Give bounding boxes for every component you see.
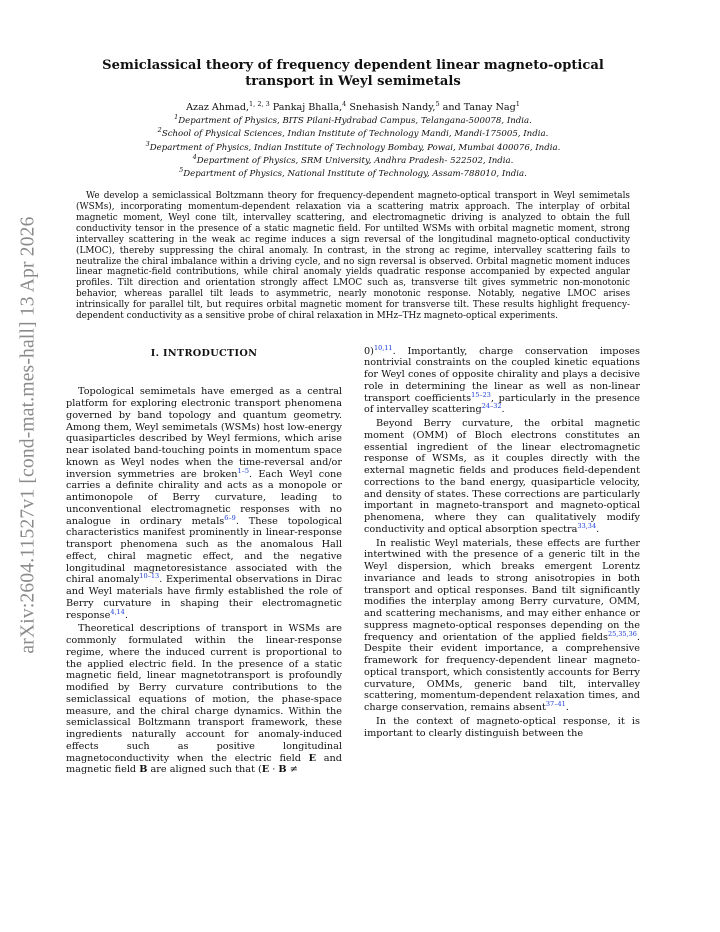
affiliation-text: Department of Physics, National Institute of Technology, Assam-788010, India. bbox=[183, 169, 527, 180]
affiliation-text: School of Physical Sciences, Indian Institute of Technology Mandi, Mandi-175005, India. bbox=[161, 129, 549, 140]
affiliation-text: Department of Physics, Indian Institute of Technology Bombay, Powai, Mumbai 400076, India. bbox=[149, 142, 561, 153]
citation-link[interactable]: 6–9 bbox=[224, 513, 236, 522]
citation-link[interactable]: 15–23 bbox=[471, 390, 491, 399]
citation-link[interactable]: 37–41 bbox=[545, 699, 566, 708]
author-name: Snehasish Nandy, bbox=[349, 102, 436, 113]
affiliation bbox=[66, 153, 640, 166]
body-paragraph: In realistic Weyl materials, these effects are further intertwined with the presence of a generic tilt in the Weyl dispersion, which breaks emergent Lorentz invariance and leads to strong anisotropies in both transport and optical responses. Band tilt significantly modifies the interplay among Berry curvature, OMM, and scattering mechanisms, and may either enhance or suppress magneto-optical responses depending on the frequency and orientation of the applied fields$^{25,35,36}$. Despite their evident importance, a comprehensive framework for frequency-dependent linear magneto-optical transport, which consistently accounts for Berry curvature, OMMs, generic band tilt, intervalley scattering, momentum-dependent relaxation times, and charge conservation, remains absent$^{37-41}$. bbox=[364, 537, 640, 714]
citation-link[interactable]: 4,14 bbox=[110, 607, 125, 616]
body-paragraph: Theoretical descriptions of transport in WSMs are commonly formulated within the linear-response regime, where the induced current is proportional to the applied electric field. In the presence of a static magnetic field, linear magnetotransport is profoundly modified by Berry curvature contributions to the semiclassical equations of motion, the phase-space measure, and the chiral charge dynamics. Within the semiclassical Boltzmann transport framework, these ingredients naturally account for anomaly-induced effects such as positive longitudinal magnetoconductivity when the electric field E and magnetic field B are aligned such that (E · B ≠ bbox=[66, 623, 343, 776]
arxiv-stamp-text: arXiv:2604.11527v1 [cond-mat.mes-hall] 13 Apr 2026 bbox=[18, 216, 39, 654]
affiliation-text: Department of Physics, BITS Pilani-Hydrabad Campus, Telangana-500078, India. bbox=[178, 116, 532, 126]
author-affiliation-mark: 4 bbox=[342, 99, 347, 108]
author-name: Pankaj Bhalla, bbox=[272, 102, 343, 113]
left-column bbox=[66, 346, 342, 779]
affiliation bbox=[66, 166, 640, 180]
affiliation-number: 2 bbox=[157, 126, 162, 135]
abstract: We develop a semiclassical Boltzmann theory for frequency-dependent magneto-optical transport in Weyl semimetals (WSMs), incorporating momentum-dependent relaxation via a scattering matrix approach. The interplay of orbital magnetic moment, Weyl cone tilt, intervalley scattering, and electromagnetic driving is analyzed to obtain the full conductivity tensor in the presence of a static magnetic field. For untilted WSMs with orbital magnetic moment, strong intervalley scattering in the weak ac regime induces a sign reversal of the longitudinal magneto-optical conductivity (LMOC), thereby suppressing the chiral anomaly. In contrast, in the strong ac regime, intervalley scattering fails to neutralize the chiral imbalance within a driving cycle, and no sign reversal is observed. Orbital magnetic moment induces linear magnetic-field contributions, while chiral anomaly yields quadratic response accompanied by expected angular profiles. Tilt direction and orientation strongly affect LMOC such as, transverse tilt gives symmetric non-monotonic behavior, whereas parallel tilt leads to asymmetric, nearly monotonic response. Notably, negative LMOC arises intrinsically for parallel tilt, but requires orbital magnetic moment for transverse tilt. These results highlight frequency-dependent conductivity as a sensitive probe of chiral relaxation in MHz–THz magneto-optical experiments. bbox=[76, 191, 630, 321]
citation-link[interactable]: 10,11 bbox=[373, 343, 393, 352]
citation-link[interactable]: 24–32 bbox=[481, 402, 502, 411]
citation-link[interactable]: 10–13 bbox=[139, 572, 160, 581]
vector-symbol: E bbox=[261, 764, 270, 776]
affiliation-number: 1 bbox=[174, 113, 179, 122]
affiliation-number: 5 bbox=[179, 166, 184, 175]
author-affiliation-mark: 5 bbox=[435, 99, 440, 108]
arxiv-identifier-stamp bbox=[14, 200, 44, 670]
paper-page bbox=[66, 58, 640, 778]
affiliation-number: 3 bbox=[145, 139, 150, 148]
author-name: Azaz Ahmad, bbox=[186, 102, 250, 113]
vector-symbol: E bbox=[308, 752, 317, 764]
author-name: and Tanay Nag bbox=[442, 102, 516, 113]
author-affiliation-mark: 1, 2, 3 bbox=[249, 99, 270, 108]
body-paragraph: Topological semimetals have emerged as a central platform for exploring electronic transport phenomena governed by band topology and quantum geometry. Among them, Weyl semimetals (WSMs) host low-energy quasiparticles described by Weyl fermions, which arise near isolated band-touching points in momentum space known as Weyl nodes when the time-reversal and/or inversion symmetries are broken$^{1-5}$. Each Weyl cone carries a definite chirality and acts as a monopole or antimonopole of Berry curvature, leading to unconventional electromagnetic responses with no analogue in ordinary metals$^{6-9}$. These topological characteristics manifest prominently in linear-response transport phenomena such as the anomalous Hall effect, chiral magnetic effect, and the negative longitudinal magnetoresistance associated with the chiral anomaly$^{10-13}$. Experimental observations in Dirac and Weyl materials have firmly established the role of Berry curvature in shaping their electromagnetic response$^{4,14}$. bbox=[66, 386, 343, 621]
affiliation bbox=[66, 126, 640, 140]
affiliation-list bbox=[66, 113, 640, 180]
body-paragraph: Beyond Berry curvature, the orbital magnetic moment (OMM) of Bloch electrons constitutes an essential ingredient of the linear electromagnetic response of WSMs, as it couples directly with the external magnetic fields and produces field-dependent corrections to the band energy, quasiparticle velocity, and density of states. These corrections are particularly important in magneto-transport and magneto-optical phenomena, where they can qualitatively modify conductivity and optical absorption spectra$^{33,34}$. bbox=[364, 418, 640, 535]
affiliation bbox=[66, 139, 640, 153]
citation-link[interactable]: 25,35,36 bbox=[607, 629, 637, 638]
affiliation-number: 4 bbox=[192, 153, 197, 162]
body-paragraph: In the context of magneto-optical response, it is important to clearly distinguish between the bbox=[364, 715, 640, 739]
citation-link[interactable]: 33,34 bbox=[577, 521, 597, 530]
section-heading: I. INTRODUCTION bbox=[150, 347, 258, 359]
affiliation bbox=[66, 113, 640, 126]
affiliation-text: Department of Physics, SRM University, Andhra Pradesh- 522502, India. bbox=[196, 155, 514, 166]
author-list bbox=[66, 99, 640, 113]
citation-link[interactable]: 1–5 bbox=[237, 466, 250, 475]
vector-symbol: B bbox=[278, 764, 287, 776]
vector-symbol: B bbox=[139, 764, 148, 776]
paper-title: Semiclassical theory of frequency dependent linear magneto-optical transport in Weyl semimetals bbox=[102, 58, 604, 89]
right-column bbox=[364, 343, 641, 779]
author-affiliation-mark: 1 bbox=[515, 99, 520, 108]
two-column-body bbox=[66, 343, 641, 779]
body-paragraph: 0)$^{10,11}$. Importantly, charge conservation imposes nontrivial constraints on the coupled kinetic equations for Weyl cones of opposite chirality and plays a decisive role in determining the linear as well as non-linear transport coefficients$^{15-23}$, particularly in the presence of intervalley scattering$^{24-32}$. bbox=[364, 343, 641, 416]
